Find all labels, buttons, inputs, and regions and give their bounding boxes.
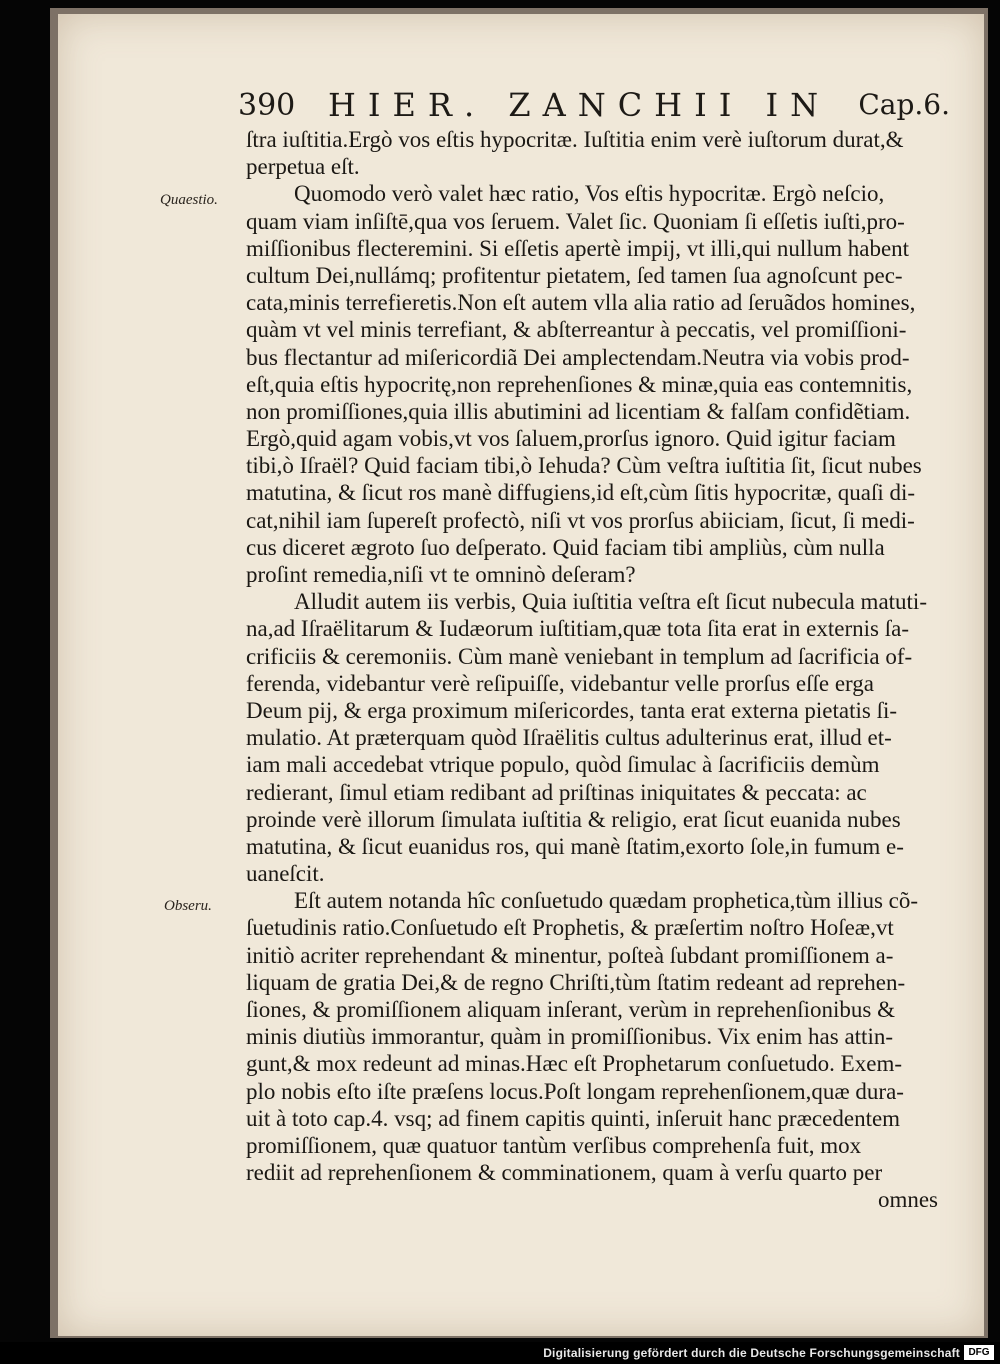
text-line: quàm vt vel minis terrefiant, & abſterreantur à peccatis, vel promiſſioni- (246, 317, 907, 343)
text-line: promiſſionem, quæ quatuor tantùm verſibus comprehenſa fuit, mox (246, 1132, 862, 1158)
text-line: cat,nihil iam ſupereſt profectò, niſi vt vos prorſus abiiciam, ſicut, ſi medi- (246, 507, 915, 533)
text-line: uaneſcit. (246, 861, 325, 887)
running-title: HIER. ZANCHII IN (328, 86, 831, 124)
text-line: non promiſſiones,quia illis abutimini ad licentiam & falſam confidẽtiam. (246, 398, 911, 424)
text-line: Deum pij, & erga proximum miſericordes, tanta erat externa pietatis ſi- (246, 697, 898, 723)
text-line: perpetua eſt. (246, 154, 360, 180)
text-line: mulatio. At præterquam quòd Iſraëlitis cultus adulterinus erat, illud et- (246, 725, 892, 751)
text-line: proinde verè illorum ſimulata iuſtitia & religio, erat ſicut euanida nubes (246, 806, 901, 832)
text-line: ferenda, videbantur verè reſipuiſſe, videbantur velle prorſus eſſe erga (246, 670, 874, 696)
margin-note-quaestio: Quaestio. (160, 192, 218, 208)
footer-credit: Digitalisierung gefördert durch die Deutsche Forschungsgemeinschaft (543, 1346, 960, 1360)
chapter-label: Cap.6. (858, 88, 950, 121)
text-line: ſuetudinis ratio.Conſuetudo eſt Prophetis, & præſertim noſtro Hoſeæ,vt (246, 915, 894, 941)
page-number: 390 (238, 88, 296, 123)
text-line: eſt,quia eſtis hypocritę,non reprehenſiones & minæ,quia eas contemnitis, (246, 371, 913, 397)
text-line: Ergò,quid agam vobis,vt vos ſaluem,prorſus ignoro. Quid igitur faciam (246, 426, 896, 452)
text-line: minis diutiùs immorantur, quàm in promiſſionibus. Vix enim has attin- (246, 1024, 893, 1050)
text-line: redierant, ſimul etiam redibant ad priſtinas iniquitates & peccata: ac (246, 779, 867, 805)
text-line: rediit ad reprehenſionem & comminationem, quam à verſu quarto per (246, 1160, 883, 1186)
text-line: matutina, & ſicut euanidus ros, qui manè ſtatim,exorto ſole,in fumum e- (246, 833, 904, 859)
catchword: omnes (877, 1187, 938, 1213)
text-line: na,ad Iſraëlitarum & Iudæorum iuſtitiam,quæ tota ſita erat in externis ſa- (246, 616, 909, 642)
text-line: matutina, & ſicut ros manè diffugiens,id eſt,cùm ſitis hypocritæ, quaſi di- (246, 480, 916, 506)
text-line: bus flectantur ad miſericordiã Dei amplectendam.Neutra via vobis prod- (246, 344, 910, 370)
text-line: proſint remedia,niſi vt te omninò deſeram? (246, 562, 636, 587)
margin-note-obseru: Obseru. (164, 898, 212, 914)
text-line: Eſt autem notanda hîc conſuetudo quædam prophetica,tùm illius cõ- (294, 888, 919, 914)
text-line: ſiones, & promiſſionem aliquam inſerant, verùm in reprehenſionibus & (246, 997, 895, 1022)
text-line: liquam de gratia Dei,& de regno Chriſti,tùm ſtatim redeant ad reprehen- (246, 969, 906, 995)
text-line: miſſionibus flecteremini. Si eſſetis apertè impij, vt illi,qui nullum habent (246, 235, 910, 261)
text-line: uit à toto cap.4. vsq; ad finem capitis quinti, inſeruit hanc præcedentem (246, 1105, 901, 1131)
dfg-logo: DFG (964, 1345, 994, 1360)
text-line: Quomodo verò valet hæc ratio, Vos eſtis hypocritæ. Ergò neſcio, (294, 181, 885, 207)
page-header (236, 84, 950, 126)
text-line: quam viam inſiſtē,qua vos ſeruem. Valet ſic. Quoniam ſi eſſetis iuſti,pro- (246, 208, 905, 234)
text-line: cata,minis terrefieretis.Non eſt autem vlla alia ratio ad ſeruãdos homines, (246, 290, 916, 316)
text-line: tibi,ò Iſraël? Quid faciam tibi,ò Iehuda? Cùm veſtra iuſtitia ſit, ſicut nubes (246, 453, 922, 479)
text-line: Alludit autem iis verbis, Quia iuſtitia veſtra eſt ſicut nubecula matuti- (294, 589, 927, 615)
text-line: initiò acriter reprehendant & minentur, poſteà ſubdant promiſſionem a- (246, 942, 894, 968)
text-line: crificiis & ceremoniis. Cùm manè veniebant in templum ad ſacrificia of- (246, 643, 913, 669)
body-text (246, 126, 952, 1214)
text-line: iam mali accedebat vtrique populo, quòd ſimulac à ſacrificiis demùm (246, 752, 880, 778)
text-line: cultum Dei,nullámq; profitentur pietatem, ſed tamen ſua agnoſcunt pec- (246, 262, 903, 288)
text-line: gunt,& mox redeunt ad minas.Hæc eſt Prophetarum conſuetudo. Exem- (246, 1051, 902, 1077)
text-line: ſtra iuſtitia.Ergò vos eſtis hypocritæ. Iuſtitia enim verè iuſtorum durat,& (246, 127, 904, 152)
footer-bar (0, 1342, 1000, 1364)
text-line: plo nobis eſto iſte præſens locus.Poſt longam reprehenſionem,quæ dura- (246, 1078, 904, 1104)
text-line: cus diceret ægroto ſuo deſperato. Quid faciam tibi ampliùs, cùm nulla (246, 534, 885, 560)
